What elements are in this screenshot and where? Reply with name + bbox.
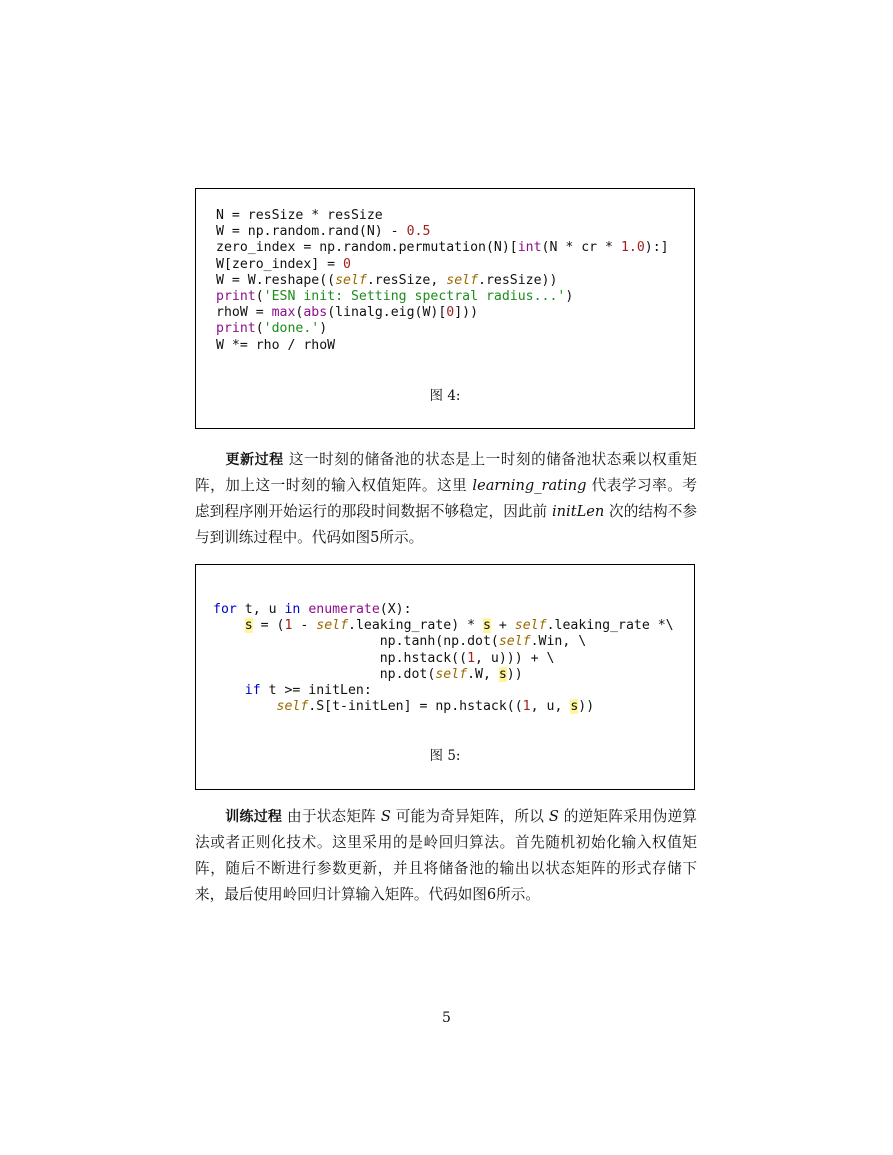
paragraph-text: 代表学习率。考虑到程序刚开始运行的那段时间数据不够稳定，因此前 [195, 477, 697, 520]
code-line: zero_index = np.random.permutation(N)[int(N * cr * 1.0):] [216, 240, 669, 256]
code-line: print('done.') [216, 321, 328, 337]
paragraph-heading: 训练过程 [225, 809, 283, 825]
math-variable: S [548, 808, 559, 825]
code-line: W *= rho / rhoW [216, 337, 336, 353]
code-block-state-update [213, 602, 674, 715]
math-variable: initLen [551, 503, 605, 520]
paragraph-text: 次的结构不参与到训练过程中。代码如图5所示。 [195, 503, 698, 546]
paragraph-text: 的逆矩阵采用伪逆算法或者正则化技术。这里采用的是岭回归算法。首先随机初始化输入权值矩阵，随后不断进行参数更新，并且将储备池的输出以状态矩阵的形式存储下来，最后使用岭回归计算输入矩阵。代码如图6所示。 [195, 808, 697, 903]
code-line: W = W.reshape((self.resSize, self.resSize)) [216, 272, 558, 288]
figure-4-code-listing [195, 188, 695, 429]
code-block-reservoir-init [216, 208, 669, 354]
figure-5-code-listing [195, 564, 695, 790]
paragraph-update-process [195, 447, 697, 551]
code-line: W = np.random.rand(N) - 0.5 [216, 224, 431, 240]
paragraph-heading: 更新过程 [225, 452, 284, 468]
figure-5-caption: 图 5: [429, 748, 461, 764]
code-line: N = resSize * resSize [216, 208, 383, 223]
code-line: self.S[t-initLen] = np.hstack((1, u, s)) [276, 699, 595, 715]
paragraph-text: 这一时刻的储备池的状态是上一时刻的储备池状态乘以权重矩阵，加上这一时刻的输入权值矩阵。这里 [195, 451, 698, 494]
code-line: np.tanh(np.dot(self.Win, \ [213, 634, 587, 650]
figure-4-caption: 图 4: [429, 388, 461, 404]
paragraph-text: 可能为奇异矩阵，所以 [395, 808, 545, 825]
code-line: for t, u in enumerate(X): [213, 602, 412, 617]
code-line: rhoW = max(abs(linalg.eig(W)[0])) [216, 305, 479, 321]
code-line: s = (1 - self.leaking_rate) * s + self.leaking_rate *\ [244, 618, 674, 634]
page-number: 5 [442, 1010, 451, 1026]
code-line: W[zero_index] = 0 [216, 256, 351, 272]
code-line: print('ESN init: Setting spectral radius...') [216, 289, 574, 305]
paragraph-text: 由于状态矩阵 [287, 808, 377, 825]
code-line: np.hstack((1, u))) + \ [213, 650, 555, 666]
paragraph-training-process [195, 804, 697, 908]
code-line: if t >= initLen: [244, 683, 372, 699]
math-variable: learning_rating [472, 477, 587, 494]
math-variable: S [380, 808, 391, 825]
code-line: np.dot(self.W, s)) [213, 666, 523, 682]
